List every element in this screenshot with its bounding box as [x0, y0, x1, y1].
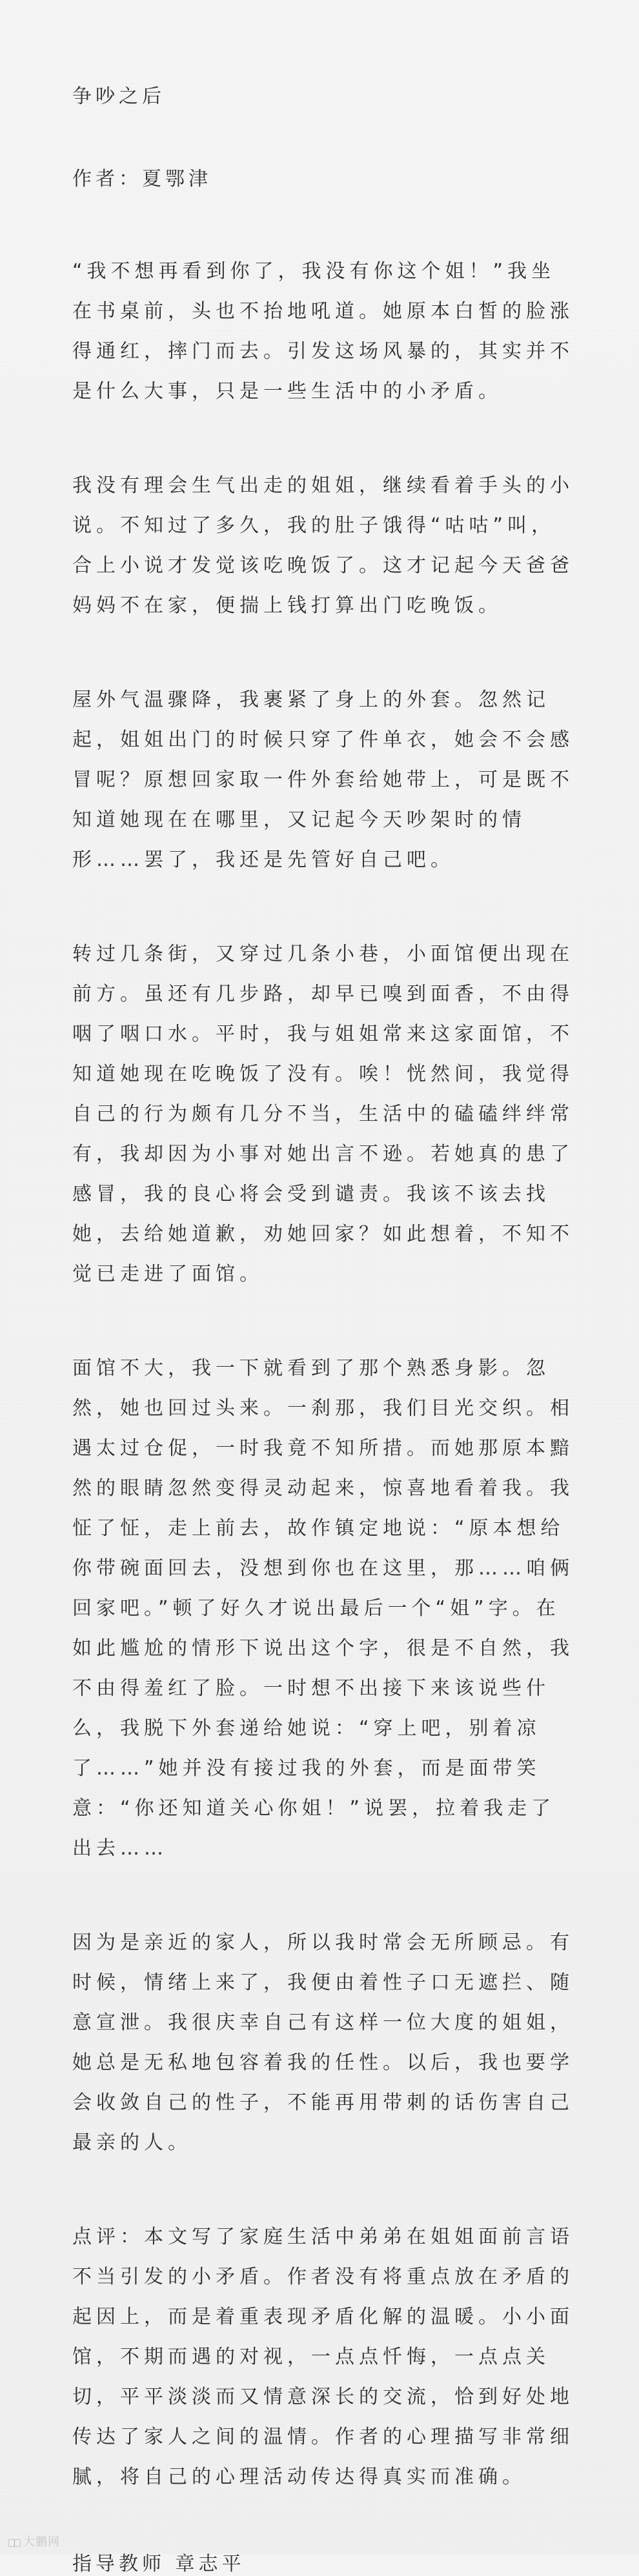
paragraph-3: 屋外气温骤降，我裹紧了身上的外套。忽然记起，姐姐出门的时候只穿了件单衣，她会不会感冒呢？原想回家取一件外套给她带上，可是既不知道她现在在哪里，又记起今天吵架时的情形……罢了，我还是先管好自己吧。 [72, 689, 574, 871]
watermark [8, 2536, 60, 2549]
commentary-paragraph: 点评：本文写了家庭生活中弟弟在姐姐面前言语不当引发的小矛盾。作者没有将重点放在矛盾的起因上，而是着重表现矛盾化解的温暖。小小面馆，不期而遇的对视，一点点忏悔，一点点关切，平平淡淡而又情意深长的交流，恰到好处地传达了家人之间的温情。作者的心理描写非常细腻，将自己的心理活动传达得真实而准确。 [72, 2226, 574, 2488]
teacher-signoff: 指导教师 章志平 [72, 2553, 245, 2575]
article-content [72, 85, 576, 2576]
watermark-icon [8, 2538, 21, 2547]
paragraph-1: “我不想再看到你了，我没有你这个姐！”我坐在书桌前，头也不抬地吼道。她原本白皙的脸涨得通红，摔门而去。引发这场风暴的，其实并不是什么大事，只是一些生活中的小矛盾。 [72, 260, 574, 403]
paragraph-6: 因为是亲近的家人，所以我时常会无所顾忌。有时候，情绪上来了，我便由着性子口无遮拦、随意宣泄。我很庆幸自己有这样一位大度的姐姐，她总是无私地包容着我的任性。以后，我也要学会收敛自己的性子，不能再用带刺的话伤害自己最亲的人。 [72, 1931, 574, 2154]
paragraph-5: 面馆不大，我一下就看到了那个熟悉身影。忽然，她也回过头来。一刹那，我们目光交织。相遇太过仓促，一时我竟不知所措。而她那原本黯然的眼睛忽然变得灵动起来，惊喜地看着我。我怔了怔，走上前去，故作镇定地说：“原本想给你带碗面回去，没想到你也在这里，那……咱俩回家吧。”顿了好久才说出最后一个“姐”字。在如此尴尬的情形下说出这个字，很是不自然，我不由得羞红了脸。一时想不出接下来该说些什么，我脱下外套递给她说：“穿上吧，别着凉了……”她并没有接过我的外套，而是面带笑意：“你还知道关心你姐！”说罢，拉着我走了出去…… [72, 1357, 574, 1860]
paragraph-4: 转过几条街，又穿过几条小巷，小面馆便出现在前方。虽还有几步路，却早已嗅到面香，不由得咽了咽口水。平时，我与姐姐常来这家面馆，不知道她现在吃晚饭了没有。唉！恍然间，我觉得自己的行为颇有几分不当，生活中的磕磕绊绊常有，我却因为小事对她出言不逊。若她真的患了感冒，我的良心将会受到谴责。我该不该去找她，去给她道歉，劝她回家？如此想着，不知不觉已走进了面馆。 [72, 943, 574, 1285]
article-author: 作者：夏鄂津 [72, 168, 212, 190]
watermark-text: 大鹏网 [23, 2535, 60, 2549]
paragraph-2: 我没有理会生气出走的姐姐，继续看着手头的小说。不知过了多久，我的肚子饿得“咕咕”叫，合上小说才发觉该吃晚饭了。这才记起今天爸爸妈妈不在家，便揣上钱打算出门吃晚饭。 [72, 474, 574, 617]
article-title: 争吵之后 [72, 85, 165, 108]
